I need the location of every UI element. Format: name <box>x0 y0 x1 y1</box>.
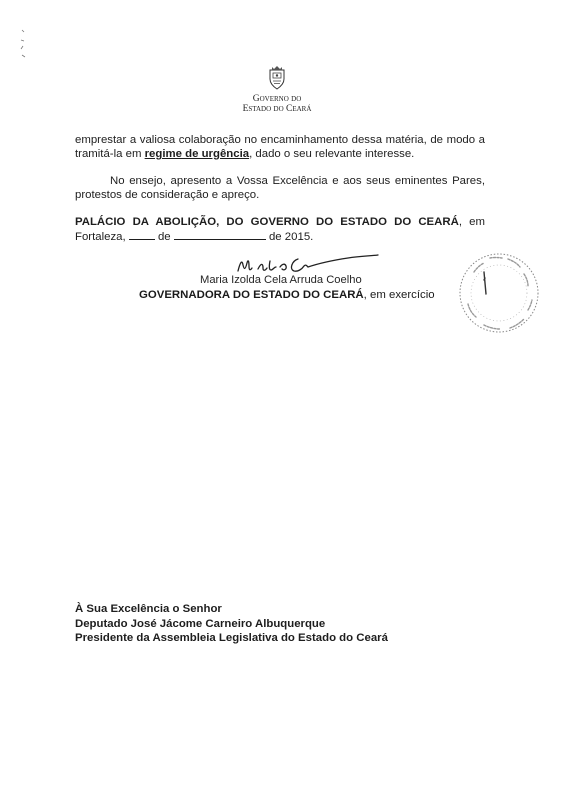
paragraph-place-date <box>75 215 485 244</box>
recipient-line2: Deputado José Jácome Carneiro Albuquerque <box>75 617 326 630</box>
date-de-1: de <box>154 231 174 243</box>
paragraph-closing: No ensejo, apresento a Vossa Excelência e aos seus eminentes Pares, protestos de consideração e apreço. <box>75 175 485 201</box>
recipient-block <box>75 602 388 646</box>
urgency-emphasis: regime de urgência <box>144 148 250 160</box>
state-coat-of-arms-icon <box>266 64 288 90</box>
signer-name: Maria Izolda Cela Arruda Coelho <box>200 274 362 286</box>
recipient-line1: À Sua Excelência o Senhor <box>75 603 222 615</box>
paragraph1-text-b: , dado o seu relevante interesse. <box>249 148 415 160</box>
letterhead-line1: Governo do <box>252 94 302 104</box>
place-name: PALÁCIO DA ABOLIÇÃO, DO GOVERNO DO ESTADO DO CEARÁ <box>75 216 459 228</box>
recipient-line3: Presidente da Assembleia Legislativa do Estado do Ceará <box>75 632 388 644</box>
date-de-2: de 2015. <box>265 231 314 243</box>
letterhead <box>232 64 322 114</box>
paragraph1-text-a: emprestar a valiosa colaboração no encaminhamento dessa matéria, de modo a tramitá-la em <box>75 134 485 160</box>
month-blank <box>174 229 266 240</box>
letterhead-line2: Estado do Ceará <box>242 104 312 114</box>
signer-title-suffix: , em exercício <box>363 289 435 301</box>
signer-title <box>139 288 435 302</box>
official-seal-stamp-icon <box>454 248 544 338</box>
paragraph-collaboration <box>75 133 485 161</box>
day-blank <box>129 229 155 240</box>
margin-scan-marks <box>18 28 28 62</box>
signer-title-bold: GOVERNADORA DO ESTADO DO CEARÁ <box>139 289 364 301</box>
place-separator: , em Fortaleza, <box>75 216 485 243</box>
